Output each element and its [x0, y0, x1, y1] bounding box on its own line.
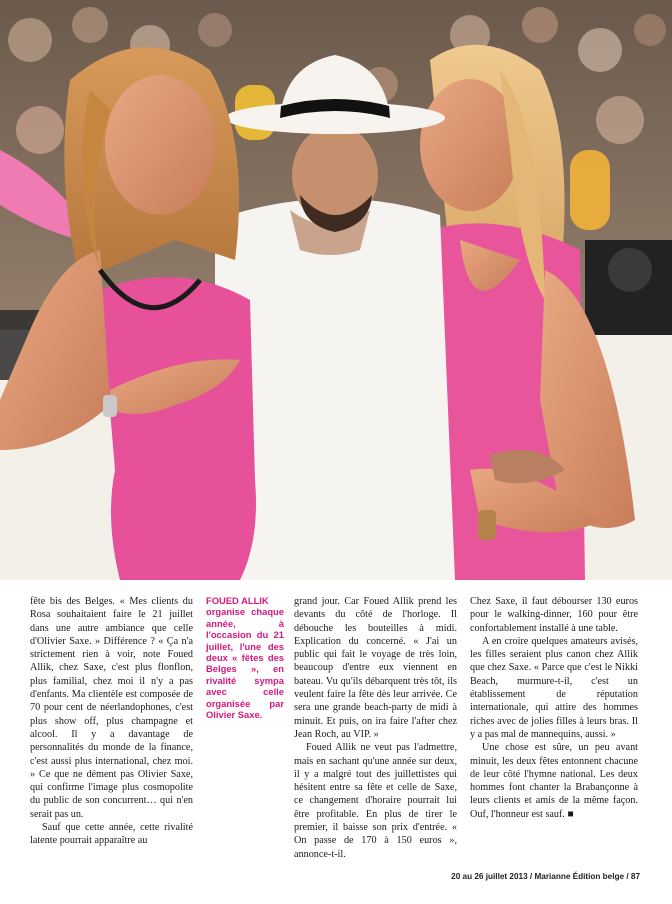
paragraph: A en croire quelques amateurs avisés, les filles seraient plus canon chez Allik que chez Saxe. « Parce que c'est le Nikki Beach, murmure-t-il, c'est un établissement de réputation internationale, qui attire des hommes riches avec de jolies filles à leurs bras. Il y a pas mal de mannequins, aussi. »	[470, 635, 638, 740]
paragraph: Une chose est sûre, un peu avant minuit, les deux fêtes entonnent chacune de leur côté l'hymne national. Les deux hommes font chanter la Brabançonne à leurs clients et amis de la même façon. Ouf, l'honneur est sauf. ■	[470, 742, 638, 820]
article-column-1	[30, 595, 193, 848]
page-footer: 20 au 26 juillet 2013 / Marianne Édition belge / 87	[451, 872, 640, 881]
photo-caption	[206, 595, 284, 720]
article-column-4	[470, 595, 638, 821]
paragraph: Sauf que cette année, cette rivalité latente pourrait apparaître au	[30, 822, 193, 847]
paragraph: Foued Allik ne veut pas l'admettre, mais en sachant qu'une année sur deux, il y a malgré tout des juillettistes qui hésitent entre sa fête et celle de Saxe, ce changement d'horaire pourrait lui être profitable. En plus de tirer le premier, il baisse son prix d'entrée. « On passe de 170 à 150 euros », annonce-t-il.	[294, 742, 457, 860]
paragraph: grand jour. Car Foued Allik prend les devants du côté de l'horloge. Il débouche les bouteilles à midi. Explication du concerné. « J'ai un public qui fait le voyage de très loin, beaucoup d'entre eux viennent en bateau. Vu qu'ils débarquent très tôt, ils veulent faire la fête dès leur arrivée. Ce sera une grande beach-party de midi à minuit. Et puis, on ira faire l'after chez Jean Roch, au VIP. »	[294, 596, 457, 740]
paragraph: fête bis des Belges. « Mes clients du Rosa souhaitaient faire le 21 juillet dans une autre ambiance que celle d'Olivier Saxe. » Différence ? « Ça n'a strictement rien à voir, note Foued Allik, chez Saxe, c'est plus flonflon, plus familial, chez moi il n'y a pas d'enfants. Ma clientèle est composée de 70 pour cent de néerlandophones, c'est plus show off, plus champagne et alcool. Il y a davantage de personnalités du monde de la finance, c'est aussi plus international, chez moi. » Ce que ne dément pas Olivier Saxe, qui confirme l'image plus cosmopolite du public de son concurrent… qui n'en serait pas un.	[30, 596, 193, 820]
article-column-3	[294, 595, 457, 861]
paragraph: Chez Saxe, il faut débourser 130 euros pour le walking-dinner, 160 pour être confortablement installé à une table.	[470, 596, 638, 634]
caption-name: FOUED ALLIK	[206, 595, 269, 606]
caption-text: organise chaque année, à l'occasion du 21 juillet, l'une des deux « fêtes des Belges », en rivalité sympa avec celle organisée par Olivier Saxe.	[206, 606, 284, 721]
